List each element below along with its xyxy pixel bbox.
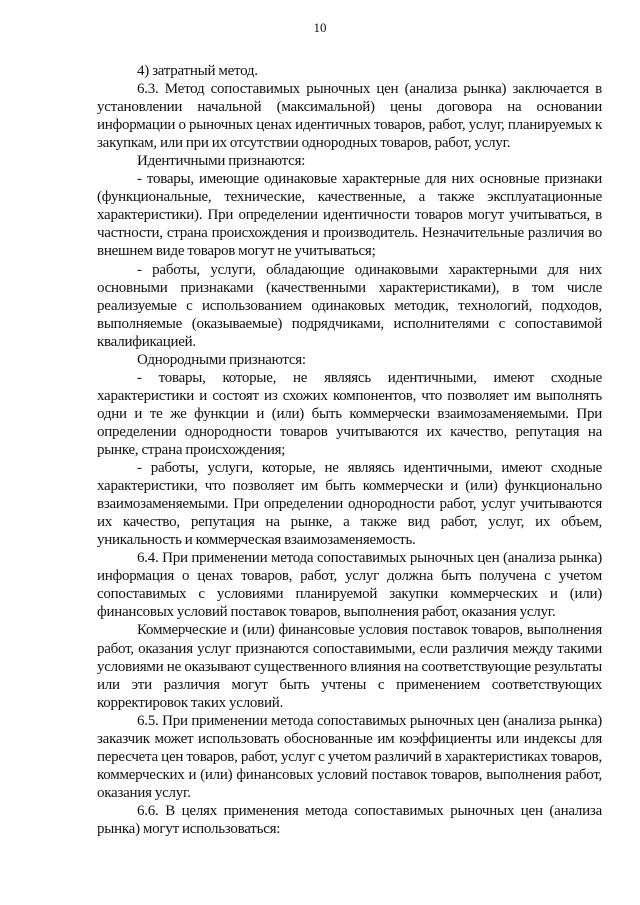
clause-6-6: 6.6. В целях применения метода сопоставимых рыночных цен (анализа рынка) могут использоваться: <box>97 802 602 837</box>
identical-heading: Идентичными признаются: <box>137 153 306 170</box>
identical-goods-item: - товары, имеющие одинаковые характерные для них основные признаки (функциональные, технические, качественные, а также эксплуатационные характеристики). При определении идентичности товаров могут учитываться, в частности, страна происхождения и производитель. Незначительные различия во внешнем виде товаров могут не учитываться; <box>97 171 602 260</box>
identical-works-item: - работы, услуги, обладающие одинаковыми характерными для них основными признаками (качественными характеристиками), в том числе реализуемые с использованием одинаковых методик, технологий, подходов, выполняемые (оказываемые) подрядчиками, исполнителями с сопоставимой квалификацией. <box>97 261 602 350</box>
document-body <box>97 62 602 838</box>
clause-6-4-conditions: Коммерческие и (или) финансовые условия поставок товаров, выполнения работ, оказания услуг признаются сопоставимыми, если различия между такими условиями не оказывают существенного влияния на соответствующие результаты или эти различия могут быть учтены с применением соответствующих корректировок таких условий. <box>97 622 602 711</box>
clause-6-5: 6.5. При применении метода сопоставимых рыночных цен (анализа рынка) заказчик может использовать обоснованные им коэффициенты или индексы для пересчета цен товаров, работ, услуг с учетом различий в характеристиках товаров, коммерческих и (или) финансовых условий поставок товаров, выполнения работ, оказания услуг. <box>97 712 602 801</box>
homogeneous-heading: Однородными признаются: <box>137 351 306 368</box>
homogeneous-goods-item: - товары, которые, не являясь идентичными, имеют сходные характеристики и состоят из схожих компонентов, что позволяет им выполнять одни и те же функции и (или) быть коммерчески взаимозаменяемыми. При определении однородности товаров учитываются их качество, репутация на рынке, страна происхождения; <box>97 369 602 458</box>
list-item-method-4: 4) затратный метод. <box>137 63 258 79</box>
clause-6-4: 6.4. При применении метода сопоставимых рыночных цен (анализа рынка) информация о ценах товаров, работ, услуг должна быть получена с учетом сопоставимых с условиями планируемой закупки коммерческих и (или) финансовых условий поставок товаров, выполнения работ, оказания услуг. <box>97 550 602 621</box>
page-number: 10 <box>313 20 327 35</box>
clause-6-3: 6.3. Метод сопоставимых рыночных цен (анализа рынка) заключается в установлении начальной (максимальной) цены договора на основании информации о рыночных ценах идентичных товаров, работ, услуг, планируемых к закупкам, или при их отсутствии однородных товаров, работ, услуг. <box>97 81 602 152</box>
homogeneous-works-item: - работы, услуги, которые, не являясь идентичными, имеют сходные характеристики, что позволяет им быть коммерчески и (или) функционально взаимозаменяемыми. При определении однородности работ, услуг учитываются их качество, репутация на рынке, а также вид работ, услуг, их объем, уникальность и коммерческая взаимозаменяемость. <box>97 460 602 549</box>
